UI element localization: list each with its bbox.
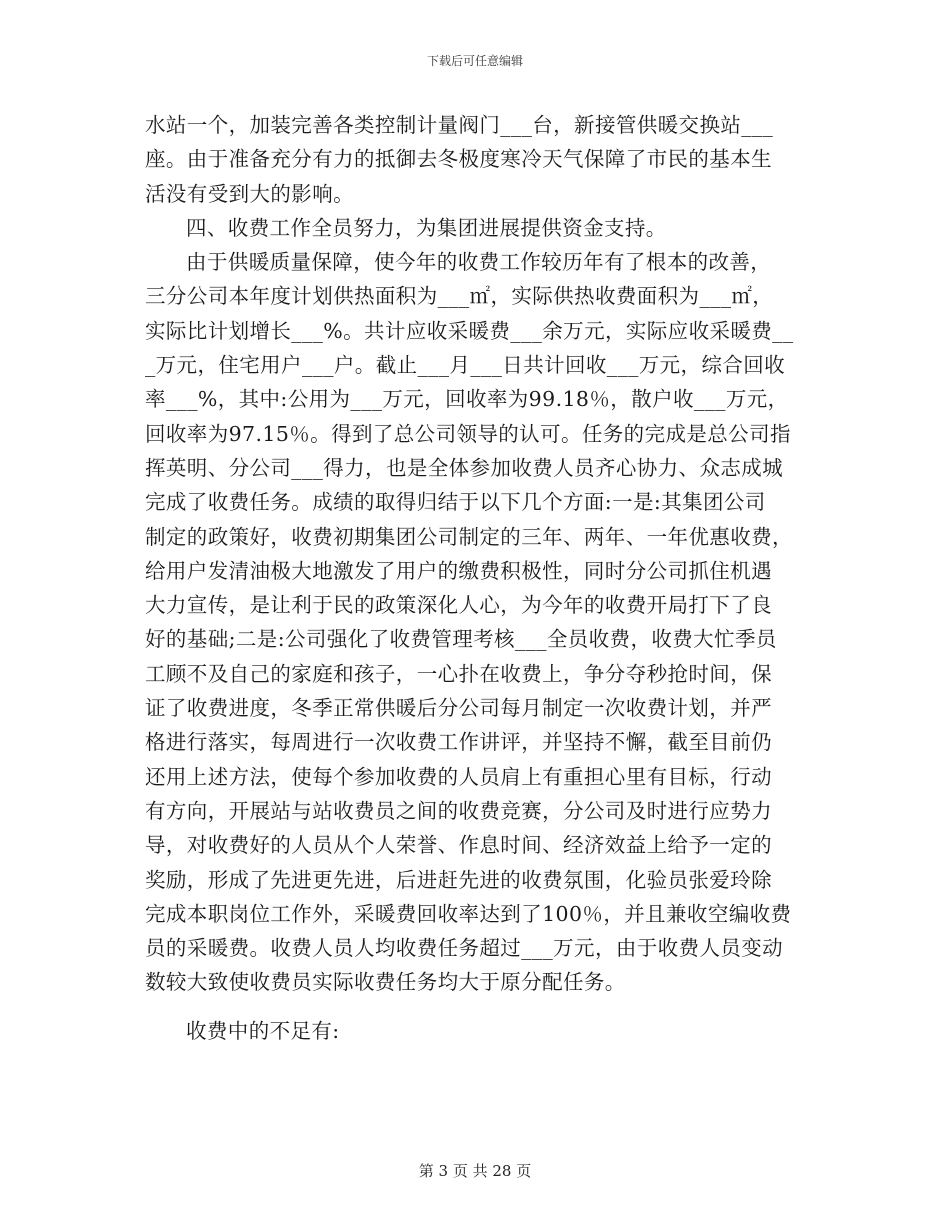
text-line: 挥英明、分公司___得力，也是全体参加收费人员齐心协力、众志成城 — [145, 455, 784, 480]
page-header-note: 下载后可任意编辑 — [426, 54, 523, 68]
text-line: 实际比计划增长___%。共计应收采暖费___余万元，实际应收采暖费__ — [145, 318, 794, 343]
text-line: _万元，住宅用户___户。截止___月___日共计回收___万元，综合回收 — [145, 353, 786, 378]
text-line: 水站一个，加装完善各类控制计量阀门___台，新接管供暖交换站___ — [145, 113, 774, 137]
document-body — [145, 108, 805, 1048]
text-line: 完成本职岗位工作外，采暖费回收率达到了100％，并且兼收空编收费 — [145, 901, 792, 926]
text-line: 制定的政策好，收费初期集团公司制定的三年、两年、一年优惠收费， — [145, 524, 793, 549]
text-line: 大力宣传，是让利于民的政策深化人心，为今年的收费开局打下了良 — [145, 593, 772, 618]
text-line: 奖励，形成了先进更先进，后进赶先进的收费氛围，化验员张爱玲除 — [145, 867, 772, 892]
text-line: 活没有受到大的影响。 — [145, 181, 354, 206]
text-line: 收费中的不足有: — [186, 1018, 340, 1043]
text-line: 完成了收费任务。成绩的取得归结于以下几个方面:一是:其集团公司 — [145, 490, 766, 515]
text-line: 有方向，开展站与站收费员之间的收费竞赛，分公司及时进行应势力 — [145, 798, 772, 823]
text-line: 员的采暖费。收费人员人均收费任务超过___万元，由于收费人员变动 — [145, 936, 784, 961]
text-line: 由于供暖质量保障，使今年的收费工作较历年有了根本的改善， — [186, 250, 772, 275]
text-line: 数较大致使收费员实际收费任务均大于原分配任务。 — [145, 970, 626, 995]
text-line: 三分公司本年度计划供热面积为___㎡，实际供热收费面积为___㎡， — [145, 284, 774, 309]
text-line: 给用户发清油极大地激发了用户的缴费积极性，同时分公司抓住机遇 — [145, 558, 772, 583]
text-line: 格进行落实，每周进行一次收费工作讲评，并坚持不懈，截至目前仍 — [145, 730, 772, 755]
text-line: 率___%，其中:公用为___万元，回收率为99.18％，散户收___万元， — [145, 387, 789, 412]
text-line: 工顾不及自己的家庭和孩子，一心扑在收费上，争分夺秒抢时间，保 — [145, 661, 772, 686]
page-number: 第 3 页 共 28 页 — [418, 1162, 532, 1180]
text-line: 导，对收费好的人员从个人荣誉、作息时间、经济效益上给予一定的 — [145, 833, 772, 858]
text-line: 还用上述方法，使每个参加收费的人员肩上有重担心里有目标，行动 — [145, 764, 772, 789]
text-line: 证了收费进度，冬季正常供暖后分公司每月制定一次收费计划，并严 — [145, 696, 772, 721]
text-line: 座。由于准备充分有力的抵御去冬极度寒冷天气保障了市民的基本生 — [145, 147, 772, 172]
section-heading: 四、收费工作全员努力，为集团进展提供资金支持。 — [186, 215, 667, 240]
text-line: 回收率为97.15％。得到了总公司领导的认可。任务的完成是总公司指 — [145, 421, 791, 446]
text-line: 好的基础;二是:公司强化了收费管理考核___全员收费，收费大忙季员 — [145, 627, 777, 652]
